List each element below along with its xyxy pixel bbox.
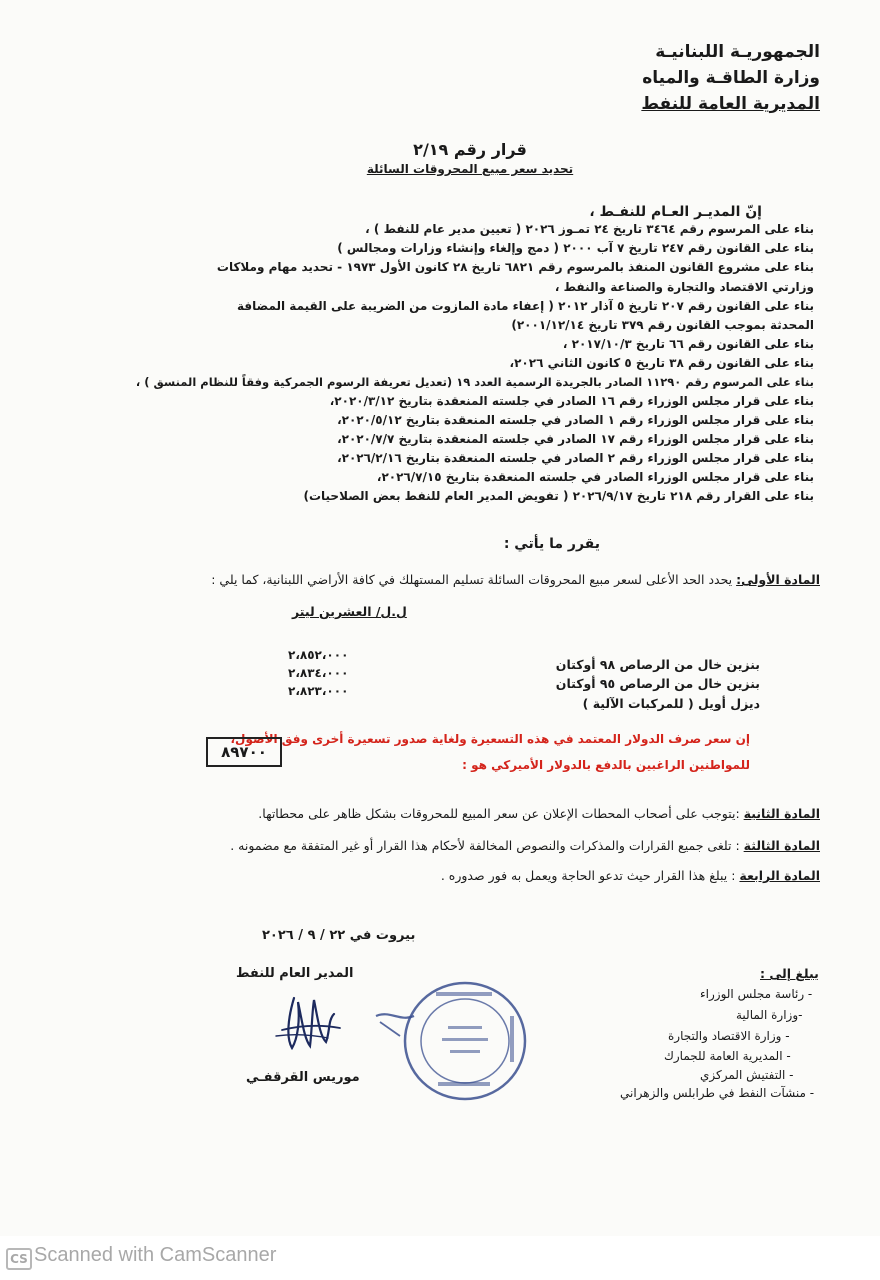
preamble-opening: إنّ المديـر العـام للنفـط ، bbox=[589, 204, 762, 220]
fuel-name-98: بنزين خال من الرصاص ٩٨ أوكتان bbox=[555, 657, 760, 672]
distribution-item: - وزارة الاقتصاد والتجارة bbox=[668, 1029, 790, 1043]
place-date: بيروت في ٢٢ / ٩ / ٢٠٢٦ bbox=[262, 928, 416, 943]
consideration-line: بناء على قرار مجلس الوزراء الصادر في جلسته المنعقدة بتاريخ ٢٠٢٦/٧/١٥، bbox=[376, 470, 814, 484]
article-1-label: المادة الأولى: bbox=[736, 572, 820, 587]
decision-title: قرار رقم ٢/١٩ bbox=[413, 140, 527, 159]
article-3 bbox=[230, 838, 820, 853]
exchange-note-line2: للمواطنين الراغبين بالدفع بالدولار الأميركي هو : bbox=[462, 758, 750, 772]
article-4-text: : يبلغ هذا القرار حيث تدعو الحاجة ويعمل به فور صدوره . bbox=[440, 868, 740, 883]
price-unit: ل.ل/ العشرين ليتر bbox=[292, 604, 407, 619]
article-4-label: المادة الرابعة bbox=[739, 868, 820, 883]
distribution-item: - التفتيش المركزي bbox=[700, 1068, 794, 1082]
fuel-price-diesel: ٢،٨٢٣،٠٠٠ bbox=[288, 684, 349, 698]
consideration-line: المحدثة بموجب القانون رقم ٣٧٩ تاريخ ٢٠٠١/١٢/١٤) bbox=[511, 318, 814, 332]
decision-subtitle: تحديد سعر مبيع المحروقات السائلة bbox=[366, 162, 574, 176]
exchange-note-line1: إن سعر صرف الدولار المعتمد في هذه التسعيرة ولغاية صدور تسعيرة أخرى وفق الأصول، bbox=[230, 732, 750, 746]
consideration-line: بناء على المرسوم رقم ١١٢٩٠ الصادر بالجريدة الرسمية العدد ١٩ (تعديل تعريفة الرسوم الجمركية وفقاً للنظام المنسق ) ، bbox=[135, 375, 814, 389]
header-republic: الجمهوريـة اللبنانيـة bbox=[655, 42, 820, 62]
consideration-line: بناء على قرار مجلس الوزراء رقم ١٦ الصادر في جلسته المنعقدة بتاريخ ٢٠٢٠/٣/١٢، bbox=[329, 394, 814, 408]
consideration-line: بناء على القرار رقم ٢١٨ تاريخ ٢٠٢٦/٩/١٧ ( تفويض المدير العام للنفط بعض الصلاحيات) bbox=[303, 489, 814, 503]
camscanner-label: Scanned with CamScanner bbox=[34, 1244, 277, 1266]
header-ministry: وزارة الطاقـة والمياه bbox=[642, 68, 820, 88]
distribution-item: - رئاسة مجلس الوزراء bbox=[700, 987, 813, 1001]
official-stamp bbox=[370, 976, 540, 1106]
article-2 bbox=[258, 806, 820, 821]
article-3-label: المادة الثالثة bbox=[743, 838, 820, 853]
distribution-heading: يبلغ إلى : bbox=[760, 966, 819, 981]
fuel-name-diesel: ديزل أويل ( للمركبات الآلية ) bbox=[582, 696, 760, 711]
consideration-line: بناء على القانون رقم ٦٦ تاريخ ٢٠١٧/١٠/٣ ، bbox=[562, 337, 814, 351]
fuel-name-95: بنزين خال من الرصاص ٩٥ أوكتان bbox=[555, 676, 760, 691]
article-2-text: :يتوجب على أصحاب المحطات الإعلان عن سعر المبيع للمحروقات بشكل ظاهر على محطاتها. bbox=[258, 806, 744, 821]
consideration-line: بناء على قرار مجلس الوزراء رقم ١ الصادر في جلسته المنعقدة بتاريخ ٢٠٢٠/٥/١٢، bbox=[337, 413, 814, 427]
distribution-item: - منشآت النفط في طرابلس والزهراني bbox=[620, 1086, 815, 1100]
consideration-line: بناء على مشروع القانون المنفذ بالمرسوم رقم ٦٨٢١ تاريخ ٢٨ كانون الأول ١٩٧٣ - تحديد مهام وملاكات bbox=[216, 260, 814, 274]
article-3-text: : تلغى جميع القرارات والمذكرات والنصوص المخالفة لأحكام هذا القرار أو غير المتفقة مع مضمونه . bbox=[230, 838, 744, 853]
consideration-line: بناء على قرار مجلس الوزراء رقم ١٧ الصادر في جلسته المنعقدة بتاريخ ٢٠٢٠/٧/٧، bbox=[337, 432, 814, 446]
consideration-line: وزارتي الاقتصاد والتجارة والصناعة والنفط ، bbox=[554, 280, 814, 294]
consideration-line: بناء على القانون رقم ٢٤٧ تاريخ ٧ آب ٢٠٠٠ ( دمج وإلغاء وإنشاء وزارات ومجالس ) bbox=[337, 241, 814, 255]
handwritten-signature bbox=[268, 990, 352, 1060]
article-1-text: يحدد الحد الأعلى لسعر مبيع المحروقات السائلة تسليم المستهلك في كافة الأراضي اللبنانية، كما يلي : bbox=[211, 572, 737, 587]
camscanner-logo-icon: CS bbox=[6, 1248, 32, 1270]
consideration-line: بناء على القانون رقم ٣٨ تاريخ ٥ كانون الثاني ٢٠٢٦، bbox=[509, 356, 814, 370]
signatory-name: موريس القرقفـي bbox=[246, 1070, 360, 1085]
consideration-line: بناء على القانون رقم ٢٠٧ تاريخ ٥ آذار ٢٠١٢ ( إعفاء مادة المازوت من الضريبة على القيمة المضافة bbox=[236, 299, 814, 313]
article-2-label: المادة الثانية bbox=[743, 806, 820, 821]
distribution-item: -وزارة المالية bbox=[736, 1008, 803, 1022]
fuel-price-95: ٢،٨٣٤،٠٠٠ bbox=[288, 666, 349, 680]
distribution-item: - المديرية العامة للجمارك bbox=[664, 1049, 791, 1063]
exchange-rate-box: ٨٩٧٠٠ bbox=[206, 737, 282, 767]
article-4 bbox=[441, 868, 820, 883]
decides-heading: يقرر ما يأتي : bbox=[503, 536, 600, 552]
signature-role: المدير العام للنفط bbox=[236, 966, 354, 981]
scanner-footer bbox=[0, 1236, 880, 1280]
article-1 bbox=[211, 572, 820, 587]
consideration-line: بناء على المرسوم رقم ٣٤٦٤ تاريخ ٢٤ تمـوز ٢٠٢٦ ( تعيين مدير عام للنفط ) ، bbox=[365, 222, 814, 236]
header-directorate: المديرية العامة للنفط bbox=[641, 94, 820, 114]
fuel-price-98: ٢،٨٥٢،٠٠٠ bbox=[288, 648, 349, 662]
consideration-line: بناء على قرار مجلس الوزراء رقم ٢ الصادر في جلسته المنعقدة بتاريخ ٢٠٢٦/٢/١٦، bbox=[337, 451, 814, 465]
